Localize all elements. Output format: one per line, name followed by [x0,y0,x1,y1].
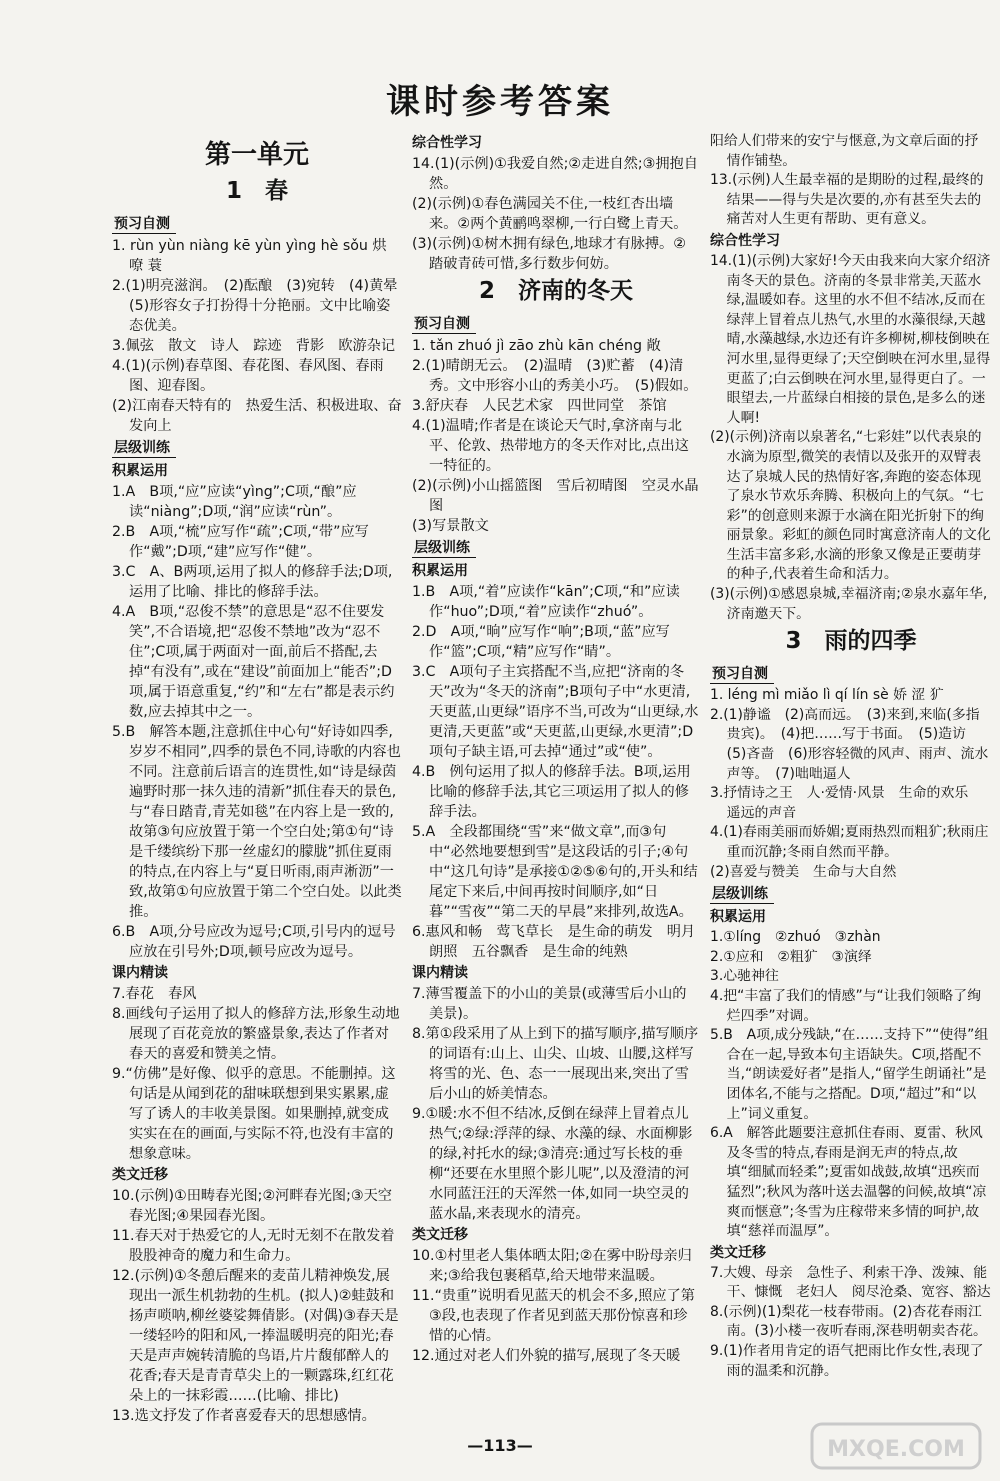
answer-item: 10.(示例)①田畴春光图;②河畔春光图;③天空春光图;④果园春光图。 [112,1188,392,1224]
section-heading: 预习自测 [412,315,476,334]
answer-item: 11.春天对于热爱它的人,无时无刻不在散发着股股神奇的魔力和生命力。 [112,1228,395,1264]
answer-item: 7.大嫂、母亲 急性子、利索干净、泼辣、能干、慷慨 老妇人 阅尽沧桑、宽容、豁达 [710,1264,991,1301]
answer-item: 3.C A、B两项,运用了拟人的修辞手法;D项,运用了比喻、排比的修辞手法。 [112,564,393,600]
answer-item: 12.(示例)①冬憩后醒来的麦苗儿精神焕发,展现出一派生机勃勃的生机。(拟人)②蛙鼓和扬声唢呐,柳丝婆娑舞倩影。(对偶)③春天是一缕轻吟的阳和风,一捧温暖明亮的阳光;春天是声声婉转清脆的鸟语,片片馥郁醉人的花香;春天是青青草尖上的一颗露珠,红红花朵上的一抹彩霞……(比喻、排比) [112,1268,399,1404]
answer-item: 1.①líng ②zhuó ③zhàn [710,929,881,946]
column-3 [710,132,992,1381]
watermark-logo [806,1418,986,1474]
answer-item: 8.(示例)(1)梨花一枝春带雨。(2)杏花春雨江南。(3)小楼一夜听春雨,深巷明朝卖杏花。 [710,1303,987,1340]
answer-item: 8.第①段采用了从上到下的描写顺序,描写顺序的词语有:山上、山尖、山坡、山腰,这样写将雪的光、色、态一一展现出来,突出了雪后小山的娇美情态。 [412,1026,699,1102]
section-heading: 积累运用 [412,563,468,579]
section-heading: 类文迁移 [112,1167,168,1183]
section-heading: 层级训练 [112,439,176,458]
answer-item: 4.(1)(示例)春草图、春花图、春风图、春雨图、迎春图。 [112,358,384,394]
answer-item: (3)写景散文 [412,518,489,534]
answer-item: (2)江南春天特有的 热爱生活、积极进取、奋发向上 [112,398,402,434]
section-heading: 综合性学习 [710,232,780,249]
section-heading: 预习自测 [112,215,176,234]
section-heading: 预习自测 [710,665,774,684]
watermark-text: MXQE.COM [827,1437,965,1462]
answer-item: 5.B 解答本题,注意抓住中心句“好诗如四季,岁岁不相同”,四季的景色不同,诗歌的内容也不同。注意前后语言的连贯性,如“诗是绿茵遍野时那一抹久违的清新”抓住春天的景色,与“春日踏青,青芜如毯”在内容上是一致的,故第③句应放置于第一个空白处;第①句“诗是千缕缤纷下那一丝虚幻的朦胧”抓住夏雨的特点,在内容上与“夏日听雨,雨声淅沥”一致,故第①句应放置于第二个空白处。以此类推。 [112,724,402,920]
answer-item: 2.D A项,“晌”应写作“响”;B项,“蓝”应写作“篮”;C项,“精”应写作“睛”。 [412,624,670,660]
answer-item: 14.(1)(示例)大家好!今天由我来向大家介绍济南冬天的景色。济南的冬景非常美,天蓝水绿,温暖如春。这里的水不但不结冰,反而在绿萍上冒着点儿热气,水里的水藻很绿,天越晴,水藻越绿,水边还有许多柳树,柳枝倒映在河水里,显得更绿了;天空倒映在河水里,显得更蓝了;白云倒映在河水里,显得更白了。一眼望去,一片蓝绿白相接的景色,是多么的迷人啊! [710,252,991,426]
page-title: 课时参考答案 [386,82,614,122]
section-heading: 积累运用 [112,463,168,479]
answer-item: 3.舒庆春 人民艺术家 四世同堂 茶馆 [412,398,667,414]
answer-item: 10.①村里老人集体晒太阳;②在雾中盼母亲归来;③给我包裹稻草,给天地带来温暖。 [412,1248,692,1284]
answer-item: 9.“仿佛”是好像、似乎的意思。不能删掉。这句话是从闻到花的甜味联想到果实累累,虚写了诱人的丰收美景图。如果删掉,就变成实实在在的画面,与实际不符,也没有丰富的想象意味。 [112,1066,396,1162]
answer-item: 7.薄雪覆盖下的小山的美景(或薄雪后小山的美景)。 [412,986,687,1022]
answer-item: (2)(示例)济南以泉著名,“七彩娃”以代表泉的水滴为原型,微笑的表情以及张开的双臂表达了泉城人民的热情好客,奔跑的姿态体现了泉水节欢乐奔腾、积极向上的气氛。“七彩”的创意则来源于水滴在阳光折射下的绚丽景象。彩虹的颜色同时寓意济南人的文化生活丰富多彩,水滴的形象又像是正要萌芽的种子,代表着生命和活力。 [710,429,991,583]
answer-item: 5.A 全段都围绕“雪”来“做文章”,而③句中“必然地要想到雪”是这段话的引子;④句中“这几句诗”是承接①②⑤⑥句的,开头和结尾定下来后,中间再按时间顺序,如“日暮”“雪夜”“第二天的早晨”来排列,故选A。 [412,824,698,920]
answer-item: 8.画线句子运用了拟人的修辞方法,形象生动地展现了百花竞放的繁盛景象,表达了作者对春天的喜爱和赞美之情。 [112,1006,400,1062]
answer-item: 1. tǎn zhuó jì zāo zhù kān chéng 敞 [412,338,661,354]
answer-item: 2.(1)静谧 (2)高而远。 (3)来到,来临(多指贵宾)。 (4)把……写于书面。 (5)造访 (5)吝啬 (6)形容轻微的风声、雨声、流水声等。 (7)咄咄逼人 [710,706,989,782]
answer-item: 1.A B项,“应”应读“yìng”;C项,“酿”应读“niàng”;D项,“润”应读“rùn”。 [112,484,357,520]
answer-item: 14.(1)(示例)①我爱自然;②走进自然;③拥抱自然。 [412,156,698,192]
section-heading: 课内精读 [112,965,168,981]
answer-item: 4.A B项,“忍俊不禁”的意思是“忍不住要发笑”,不合语境,把“忍俊不禁地”改为“忍不住”;C项,属于两面对一面,前后不搭配,去掉“有没有”,或在“建设”前面加上“能否”;D项,属于语意重复,“约”和“左右”都是表示约数,应去掉其中之一。 [112,604,395,720]
answer-item: 4.B 例句运用了拟人的修辞手法。B项,运用比喻的修辞手法,其它三项运用了拟人的修辞手法。 [412,764,691,820]
sections [412,312,700,1366]
answer-item: 2.(1)晴朗无云。 (2)温晴 (3)贮蓄 (4)清秀。文中形容小山的秀美小巧。 (5)假如。 [412,358,698,394]
section-heading: 综合性学习 [412,135,482,151]
column-1 [112,132,412,1426]
answer-item: (2)(示例)小山摇篮图 雪后初晴图 空灵水晶图 [412,478,699,514]
answer-item: 阳给人们带来的安宁与惬意,为文章后面的抒情作铺垫。 [710,133,979,169]
answer-item: 3.心驰神往 [710,968,779,985]
unit-heading: 第一单元 [204,140,309,170]
answer-item: 12.通过对老人们外貌的描写,展现了冬天暖 [412,1348,681,1364]
answer-item: 11.“贵重”说明看见蓝天的机会不多,照应了第③段,也表现了作者见到蓝天那份惊喜和珍惜的心情。 [412,1288,695,1344]
answer-item: 4.把“丰富了我们的情感”与“让我们领略了绚烂四季”对调。 [710,987,981,1024]
answer-item: 5.B A项,成分残缺,“在……支持下”“使得”组合在一起,导致本句主语缺失。C项,搭配不当,“朗读爱好者”是指人,“留学生朗诵社”是团体名,不能与之搭配。D项,“超过”和“以上”词义重复。 [710,1027,989,1122]
section-heading: 层级训练 [412,539,476,558]
answer-item: (2)喜爱与赞美 生命与大自然 [710,863,897,880]
lesson-title: 3 雨的四季 [785,628,917,655]
page-number: —113— [467,1436,533,1455]
lesson-title: 2 济南的冬天 [478,278,633,304]
answer-item: 7.春花 春风 [112,986,197,1002]
section-heading: 课内精读 [412,965,468,981]
column-2 [412,132,700,1366]
answer-item: 1.B A项,“着”应读作“kān”;C项,“和”应读作“huo”;D项,“着”应读作“zhuó”。 [412,584,680,620]
sections-top [710,132,992,624]
section-heading: 层级训练 [710,885,774,904]
answer-item: 6.A 解答此题要注意抓住春雨、夏雷、秋风及冬雪的特点,春雨是润无声的特点,故填“细腻而轻柔”;夏雷如战鼓,故填“迅疾而猛烈”;秋风为落叶送去温馨的问候,故填“凉爽而惬意”;冬雪为庄稼带来多情的呵护,故填“慈祥而温厚”。 [710,1125,987,1240]
answer-item: 9.(1)作者用肯定的语气把雨比作女性,表现了雨的温柔和沉静。 [710,1343,984,1379]
answer-item: 9.①暖:水不但不结冰,反倒在绿萍上冒着点儿热气;②绿:浮萍的绿、水藻的绿、水面柳影的绿,衬托水的绿;③清亮:通过写长枝的垂柳“还要在水里照个影儿呢”,以及澄清的河水同蓝汪汪的天浑然一体,如同一块空灵的蓝水晶,来表现水的清亮。 [412,1106,693,1222]
section-heading: 积累运用 [710,909,766,926]
answer-item: 1. rùn yùn niàng kē yùn yìng hè sǒu 烘 嘹 蓑 [112,238,387,274]
answer-item: 6.B A项,分号应改为逗号;C项,引号内的逗号应放在引号外;D项,顿号应改为逗号。 [112,924,396,960]
lesson-title: 1 春 [225,178,288,204]
answer-item: 4.(1)温晴;作者是在谈论天气时,拿济南与北平、伦敦、热带地方的冬天作对比,点出这一特征的。 [412,418,689,474]
section-heading: 类文迁移 [710,1244,766,1261]
answer-item: 6.惠风和畅 莺飞草长 是生命的萌发 明月朗照 五谷飘香 是生命的纯熟 [412,924,696,960]
answer-item: (3)(示例)①树木拥有绿色,地球才有脉搏。②踏破青砖可惜,多行数步何妨。 [412,236,686,272]
section-heading: 类文迁移 [412,1227,468,1243]
answer-item: 2.(1)明亮滋润。 (2)酝酿 (3)宛转 (4)黄晕 (5)形容女子打扮得十分艳丽。文中比喻姿态优美。 [112,278,412,334]
answer-item: 4.(1)春雨美丽而娇媚;夏雨热烈而粗犷;秋雨庄重而沉静;冬雨自然而平静。 [710,824,989,860]
answer-item: 3.C A项句子主宾搭配不当,应把“济南的冬天”改为“冬天的济南”;B项句子中“水更清,天更蓝,山更绿”语序不当,可改为“山更绿,水更清,天更蓝”或“天更蓝,山更绿,水更清”;D项句子缺主语,可去掉“通过”或“使”。 [412,664,699,760]
answer-item: 13.(示例)人生最幸福的是期盼的过程,最终的结果——得与失是次要的,亦有甚至失去的痛苦对人生更有帮助、更有意义。 [710,172,984,228]
answer-item: 2.①应和 ②粗犷 ③演绎 [710,948,872,965]
answer-item: 1. léng mì miǎo lì qí lín sè 娇 涩 犷 [710,687,944,704]
answer-item: 3.抒情诗之王 人·爱情·风景 生命的欢乐 遥远的声音 [710,785,983,821]
answer-item: 2.B A项,“梳”应写作“疏”;C项,“带”应写作“戴”;D项,“建”应写作“健”。 [112,524,369,560]
answer-item: 13.选文抒发了作者喜爱春天的思想感情。 [112,1408,376,1424]
sections-top [412,133,700,274]
answer-item: (3)(示例)①感恩泉城,幸福济南;②泉水嘉年华,济南邀天下。 [710,586,988,622]
answer-item: (2)(示例)①春色满园关不住,一枝红杏出墙来。②两个黄鹂鸣翠柳,一行白鹭上青天。 [412,196,688,232]
sections [710,662,992,1381]
answer-item: 3.佩弦 散文 诗人 踪迹 背影 欧游杂记 [112,338,396,354]
sections [112,212,412,1426]
